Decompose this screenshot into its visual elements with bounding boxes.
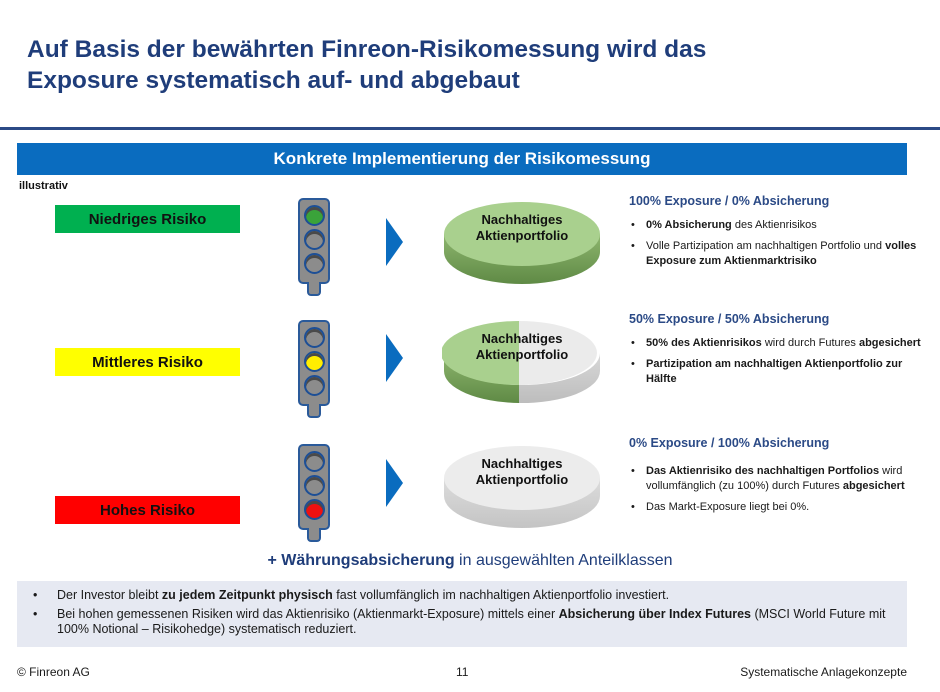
section-banner: Konkrete Implementierung der Risikomessung (17, 143, 907, 175)
red-lamp-icon (304, 499, 325, 520)
currency-hedge-note: + Währungsabsicherung in ausgewählten Anteilklassen (267, 552, 673, 569)
scenario-medium-risk (629, 312, 929, 393)
title-divider (0, 127, 940, 130)
summary-bullet: • Der Investor bleibt zu jedem Zeitpunkt physisch fast vollumfänglich im nachhaltigen Aktienportfolio investiert. (17, 588, 907, 603)
footer-section: Systematische Anlagekonzepte (740, 665, 907, 679)
bullet: • Das Markt-Exposure liegt bei 0%. (629, 500, 929, 515)
scenario-heading: 50% Exposure / 50% Absicherung (629, 312, 830, 326)
arrow-right-icon (386, 459, 403, 507)
risk-label-high: Hohes Risiko (55, 496, 240, 524)
lamp-off-icon (304, 375, 325, 396)
scenario-high-risk (629, 436, 929, 521)
arrow-right-icon (386, 334, 403, 382)
bullet: • 0% Absicherung des Aktienrisikos (629, 218, 929, 233)
scenario-heading: 100% Exposure / 0% Absicherung (629, 194, 830, 208)
arrow-right-icon (386, 218, 403, 266)
illustrative-tag: illustrativ (19, 180, 68, 192)
footer-copyright: © Finreon AG (17, 665, 90, 679)
lamp-off-icon (304, 451, 325, 472)
bullet: • Das Aktienrisiko des nachhaltigen Portfolios wird vollumfänglich (zu 100%) durch Futures abgesichert (629, 464, 929, 494)
green-lamp-icon (304, 205, 325, 226)
page-number: 11 (456, 665, 469, 679)
lamp-off-icon (304, 475, 325, 496)
lamp-off-icon (304, 229, 325, 250)
portfolio-disc-half: Nachhaltiges Aktienportfolio (442, 313, 602, 405)
portfolio-disc-empty: Nachhaltiges Aktienportfolio (442, 438, 602, 530)
yellow-lamp-icon (304, 351, 325, 372)
portfolio-disc-full: Nachhaltiges Aktienportfolio (442, 194, 602, 286)
summary-box (17, 581, 907, 647)
bullet: • Volle Partizipation am nachhaltigen Portfolio und volles Exposure zum Aktienmarktrisiko (629, 239, 929, 269)
title-line-1: Auf Basis der bewährten Finreon-Risikomessung wird das (27, 36, 707, 63)
title-line-2: Exposure systematisch auf- und abgebaut (27, 67, 520, 94)
scenario-low-risk (629, 194, 929, 275)
lamp-off-icon (304, 253, 325, 274)
bullet: • 50% des Aktienrisikos wird durch Futures abgesichert (629, 336, 929, 351)
page-title (27, 34, 907, 96)
lamp-off-icon (304, 327, 325, 348)
risk-label-low: Niedriges Risiko (55, 205, 240, 233)
scenario-heading: 0% Exposure / 100% Absicherung (629, 436, 830, 450)
risk-label-medium: Mittleres Risiko (55, 348, 240, 376)
summary-bullet: • Bei hohen gemessenen Risiken wird das Aktienrisiko (Aktienmarkt-Exposure) mittels einer Absicherung über Index Futures (MSCI World Future mit 100% Notional – Risikohedge) systematisch reduziert. (17, 607, 907, 637)
bullet: • Partizipation am nachhaltigen Aktienportfolio zur Hälfte (629, 357, 929, 387)
